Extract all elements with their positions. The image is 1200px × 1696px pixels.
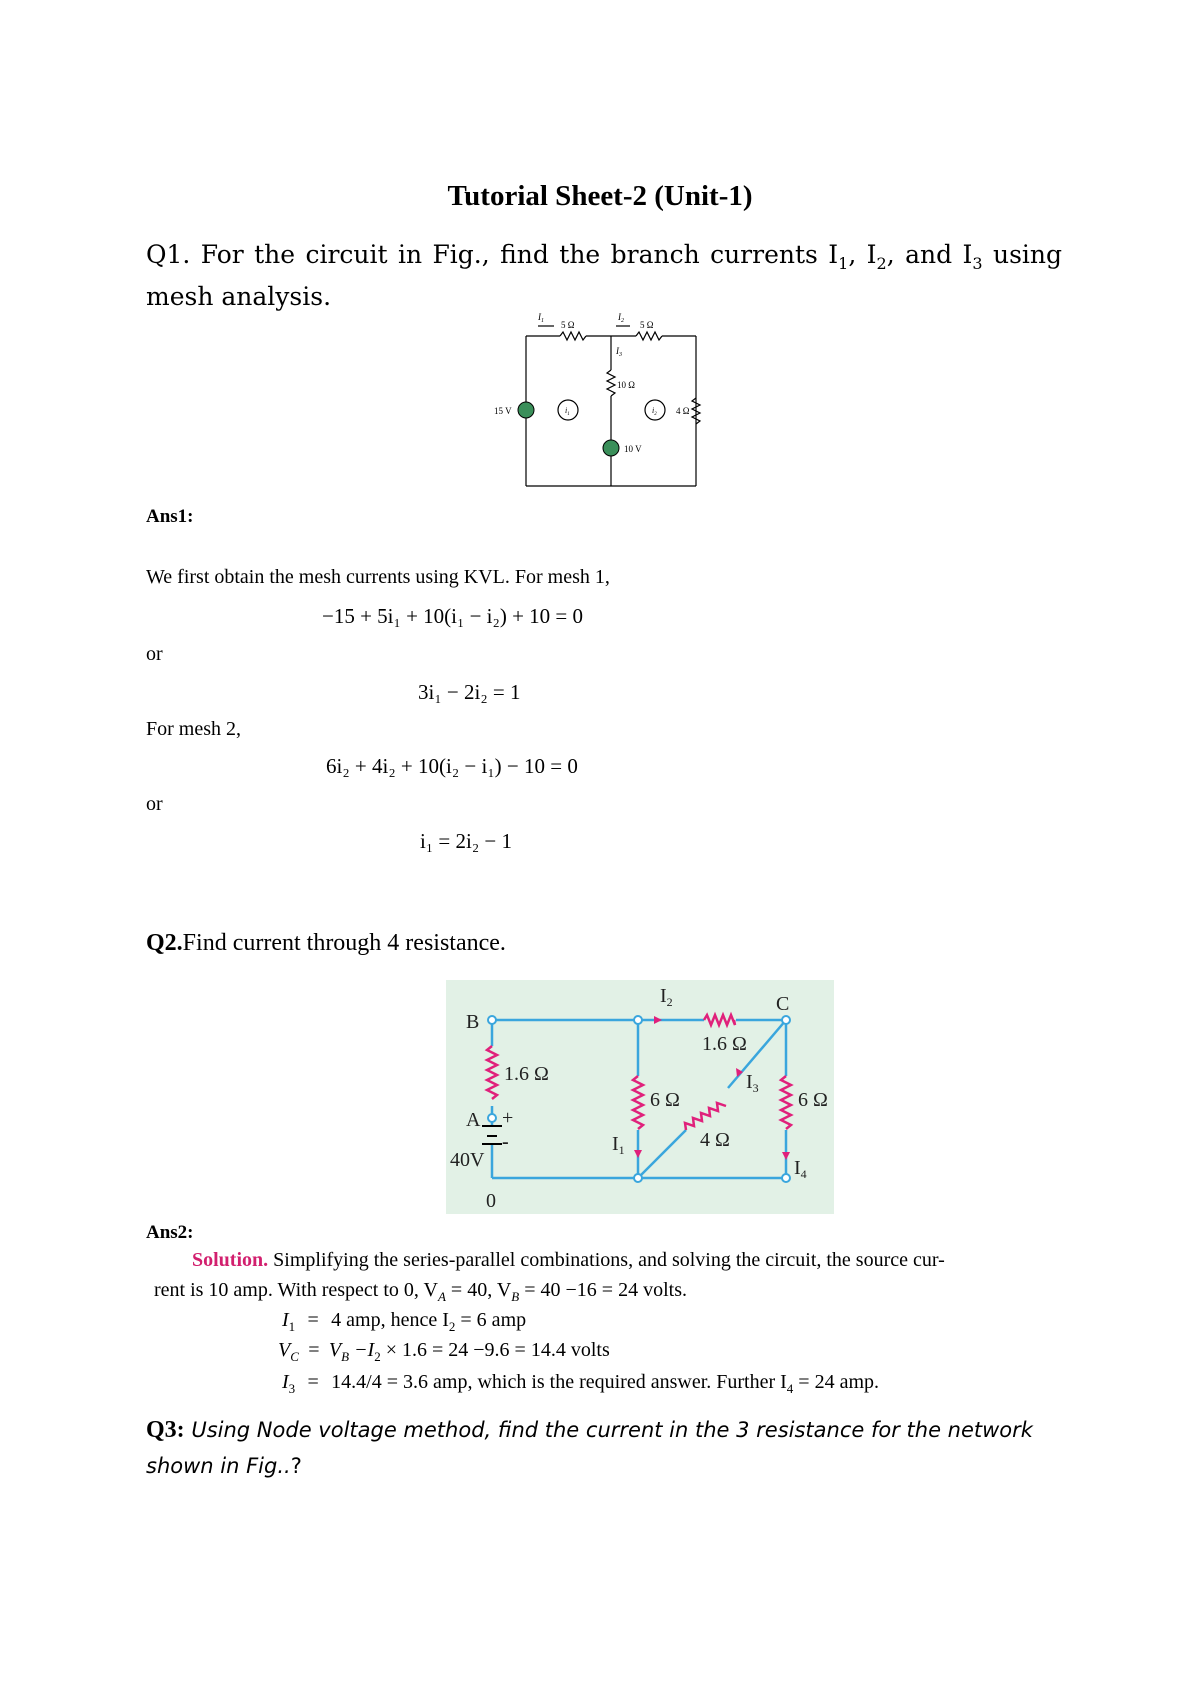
or-text: or <box>146 643 163 665</box>
q3-label: Q3: <box>146 1417 185 1443</box>
label-i2: $I_2$ <box>660 985 673 1009</box>
label-mesh2: $i_2$ <box>652 406 657 417</box>
q1-sub: 1 <box>838 254 849 273</box>
q1-text: , I <box>848 240 877 269</box>
label-node-a: A <box>466 1109 481 1131</box>
resistor-2 <box>636 332 662 340</box>
circuit-figure-2 <box>446 980 834 1214</box>
q3-end: ? <box>290 1454 302 1478</box>
label-i2: $I_2$ <box>618 312 624 324</box>
label-r4: 4 Ω <box>676 406 690 416</box>
result-row-3: $I_3 = 14.4/4 = 3.6$ amp, which is the required answer. Further $I_4 = 24$ amp. <box>282 1371 880 1396</box>
solution-label: Solution. <box>192 1249 269 1271</box>
question-2 <box>146 930 506 957</box>
label-r-right: 6 Ω <box>798 1089 828 1111</box>
label-v2: 10 V <box>624 444 642 454</box>
answer-1-label: Ans1: <box>146 506 194 527</box>
label-r3: 10 Ω <box>617 380 635 390</box>
voltage-source-15v <box>518 402 534 418</box>
answer-2-line1 <box>192 1246 1072 1275</box>
answer-2-label: Ans2: <box>146 1222 194 1243</box>
node <box>782 1174 790 1182</box>
resistor-3 <box>607 370 615 396</box>
result-row-2: $V_C = V_B -I_2 \times 1.6 = 24 -9.6 = 14.4$ volts <box>278 1339 610 1364</box>
label-i3: $I_3$ <box>746 1071 759 1095</box>
equation-2: 3i₁ − 2i₂ = 1 <box>418 680 521 704</box>
label-node-c: C <box>776 993 790 1015</box>
mesh-loop-2 <box>645 400 665 420</box>
label-r2: 5 Ω <box>640 320 654 330</box>
mesh-loop-1 <box>558 400 578 420</box>
label-node-b: B <box>466 1011 480 1033</box>
label-i4: $I_4$ <box>794 1157 807 1181</box>
label-mesh1: $i_1$ <box>565 406 570 417</box>
voltage-source-10v <box>603 440 619 456</box>
circuit-figure-1 <box>470 300 710 490</box>
result-row-1: $I_1 = 4$ amp, hence $I_2 = 6$ amp <box>282 1309 527 1334</box>
node <box>634 1016 642 1024</box>
q3-text: Using Node voltage method, find the current in the 3 resistance for the network shown in Fig.. <box>146 1418 1033 1478</box>
node-c <box>782 1016 790 1024</box>
q2-label: Q2. <box>146 930 183 956</box>
node <box>634 1174 642 1182</box>
q1-text: Q1. For the circuit in Fig., find the branch currents I <box>146 240 839 269</box>
question-3 <box>146 1412 1086 1484</box>
label-plus: + <box>502 1107 514 1129</box>
answer-1-intro: We first obtain the mesh currents using KVL. For mesh 1, <box>146 566 610 588</box>
node-b <box>488 1016 496 1024</box>
q1-text: using mesh analysis. <box>146 240 1062 311</box>
page-title: Tutorial Sheet-2 (Unit-1) <box>447 180 753 212</box>
label-v1: 15 V <box>494 406 512 416</box>
label-r-ba: 1.6 Ω <box>504 1063 549 1085</box>
label-r-mid: 6 Ω <box>650 1089 680 1111</box>
label-source: 40V <box>450 1149 485 1171</box>
q2-text: Find current through 4 resistance. <box>182 930 506 956</box>
q1-sub: 3 <box>972 254 983 273</box>
label-i3: $I_3$ <box>616 346 622 358</box>
label-i1: $I_1$ <box>538 312 544 324</box>
solution-text: Simplifying the series-parallel combinations, and solving the circuit, the source cur- <box>268 1249 945 1271</box>
equation-4: i₁ = 2i₂ − 1 <box>420 829 512 853</box>
equation-3: 6i₂ + 4i₂ + 10(i₂ − i₁) − 10 = 0 <box>326 754 578 778</box>
label-r-diag: 4 Ω <box>700 1129 730 1151</box>
node-a <box>488 1114 496 1122</box>
q1-sub: 2 <box>876 254 887 273</box>
label-i1: $I_1$ <box>612 1133 625 1157</box>
resistor-1 <box>560 332 586 340</box>
q1-text: , and I <box>886 240 973 269</box>
answer-2-line2: rent is 10 amp. With respect to 0, $V_A = 40$, $V_B = 40 -16 = 24$ volts. <box>154 1279 687 1304</box>
equation-1: −15 + 5i₁ + 10(i₁ − i₂) + 10 = 0 <box>322 604 584 628</box>
label-minus: - <box>502 1131 509 1153</box>
label-r-top: 1.6 Ω <box>702 1033 747 1055</box>
or-text: or <box>146 793 163 815</box>
label-r1: 5 Ω <box>561 320 575 330</box>
label-node-o: 0 <box>486 1190 496 1212</box>
mesh-2-text: For mesh 2, <box>146 718 241 740</box>
